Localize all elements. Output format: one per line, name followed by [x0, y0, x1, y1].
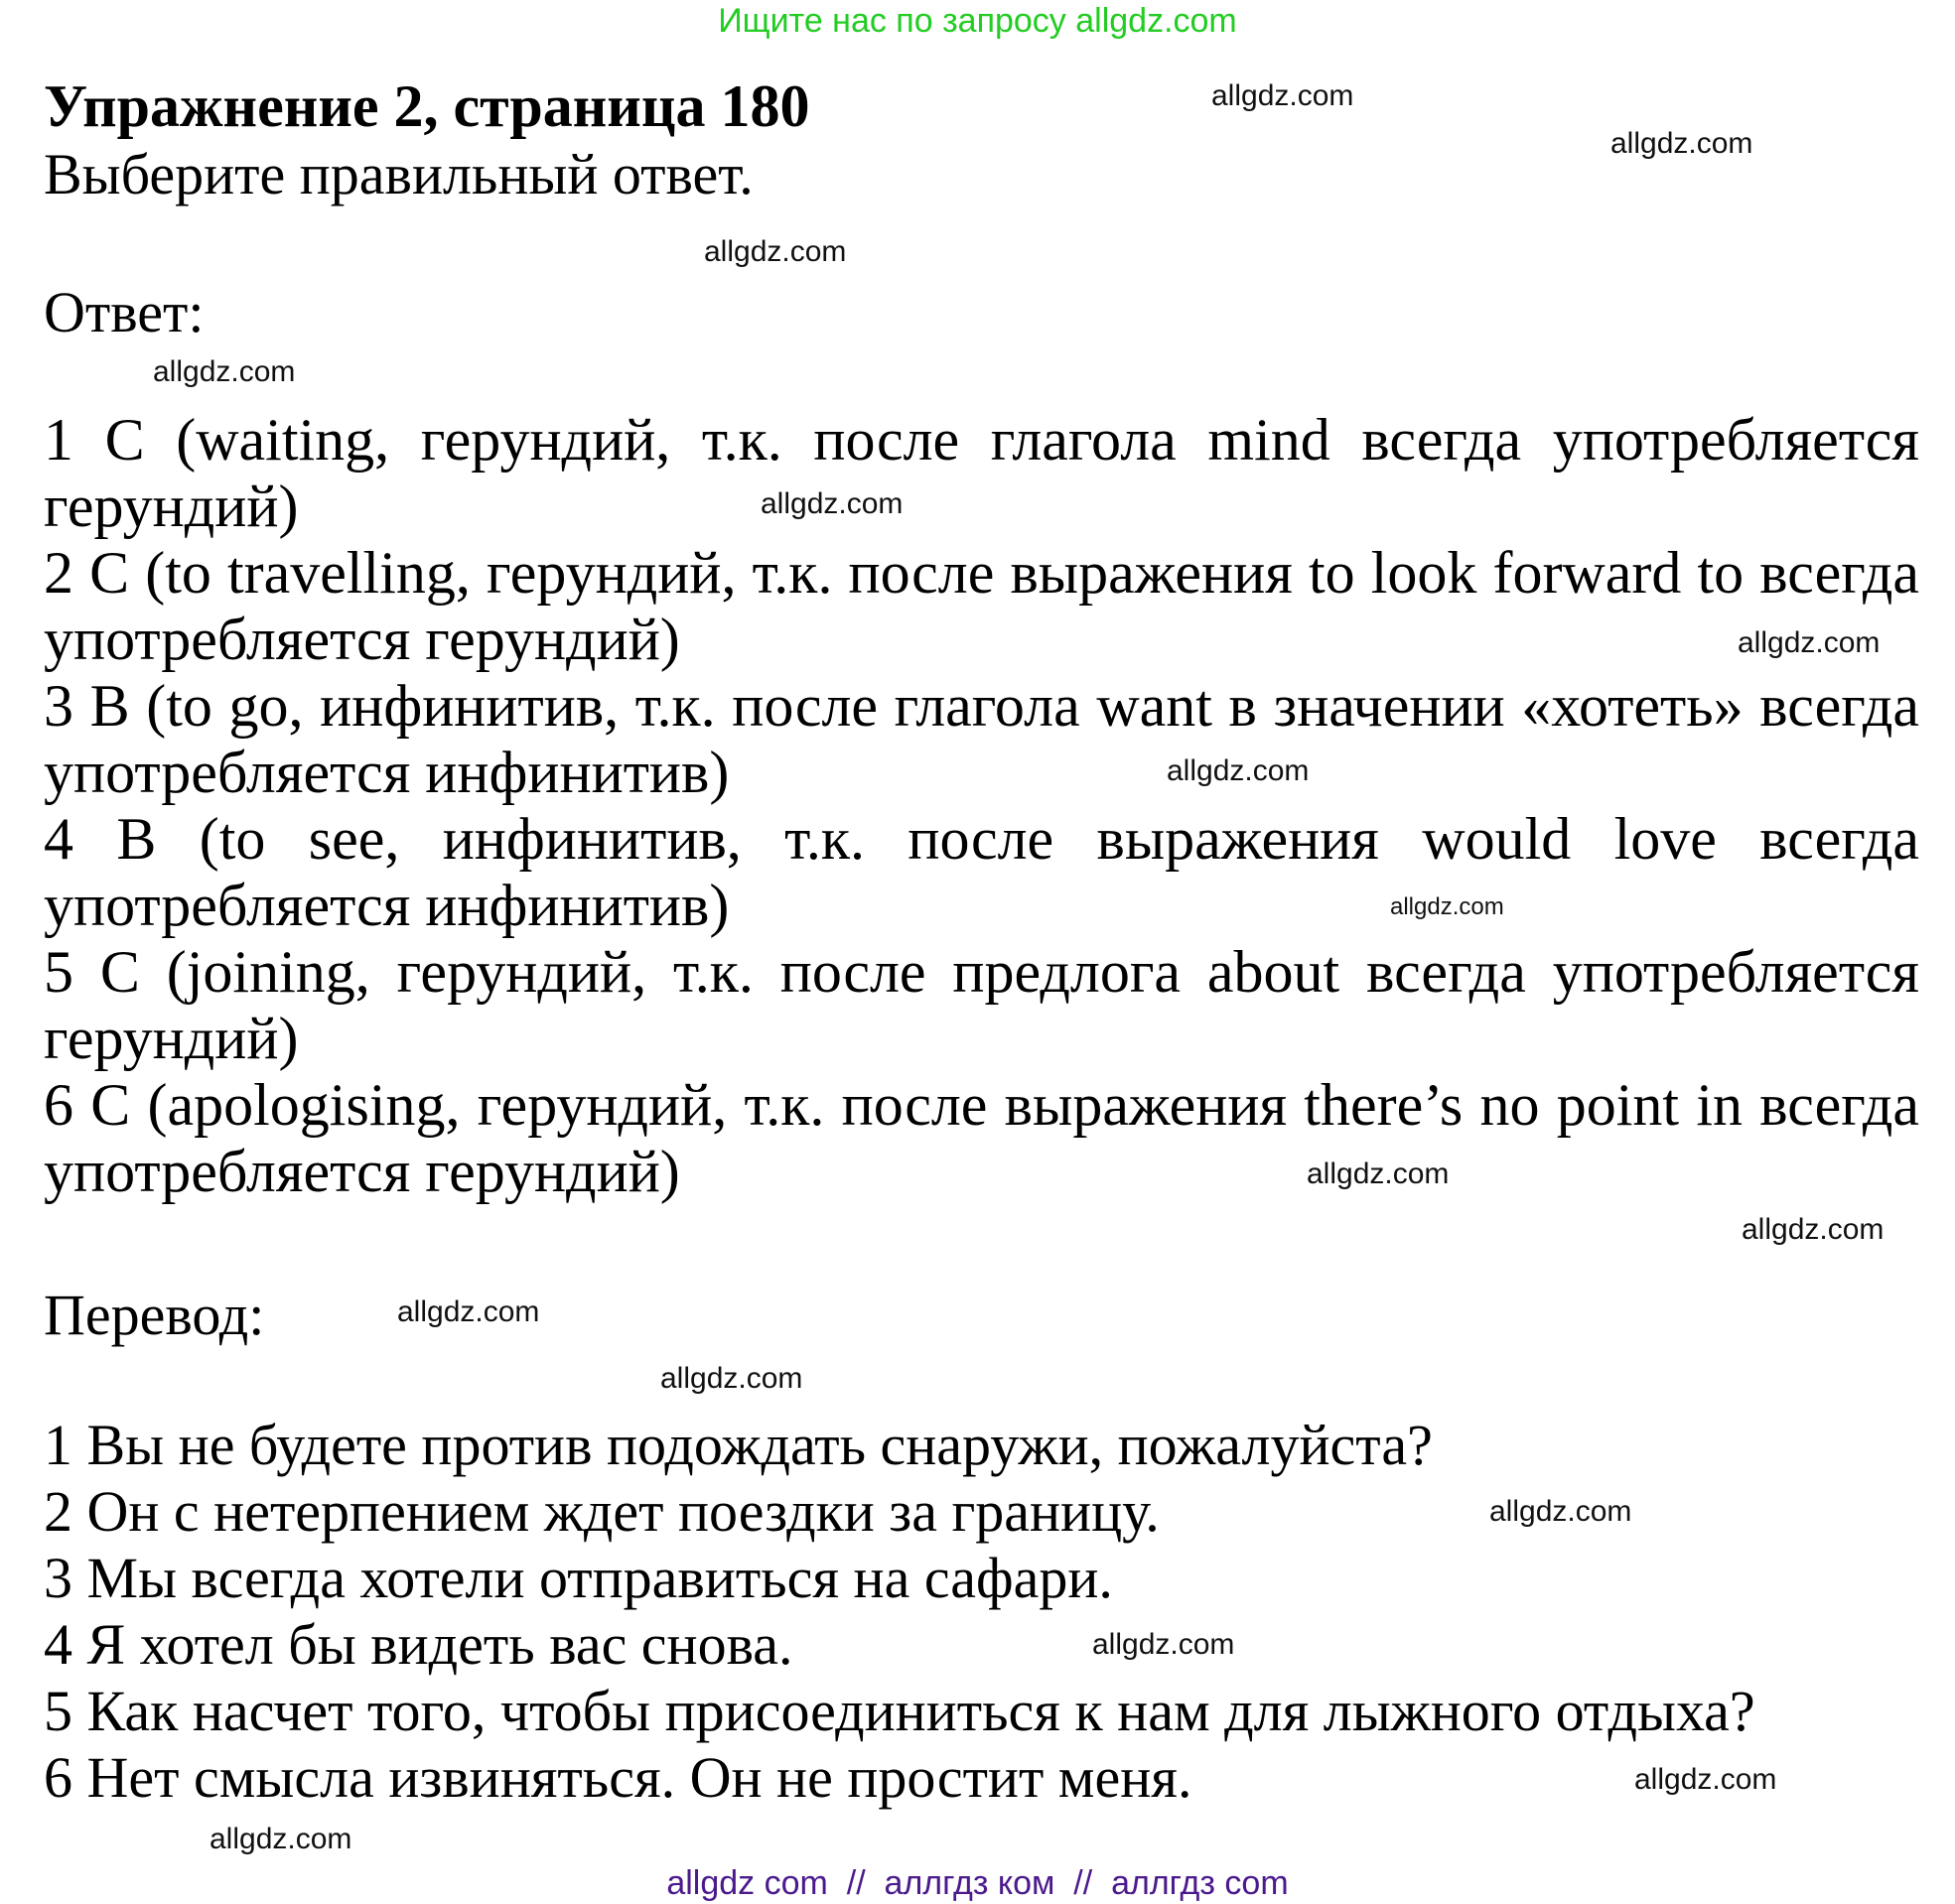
answer-text: герундий)	[44, 474, 299, 539]
translation-label: Перевод:	[44, 1283, 265, 1347]
translations-list	[44, 1412, 1919, 1811]
answer-line	[44, 474, 1919, 540]
watermark: allgdz.com	[1167, 754, 1310, 787]
watermark: allgdz.com	[1738, 626, 1881, 659]
answer-item	[44, 407, 1919, 540]
answer-line	[44, 673, 1919, 740]
answer-line	[44, 1139, 1919, 1205]
promo-banner[interactable]: Ищите нас по запросу allgdz.com	[718, 2, 1237, 40]
watermark: allgdz.com	[1610, 127, 1753, 160]
answer-item	[44, 806, 1919, 939]
translation-item	[44, 1611, 1919, 1678]
watermark: allgdz.com	[153, 355, 296, 388]
answer-item	[44, 939, 1919, 1072]
answer-line	[44, 939, 1919, 1006]
answers-list	[44, 407, 1919, 1205]
answer-line	[44, 1072, 1919, 1139]
page-title: Упражнение 2, страница 180	[44, 73, 810, 139]
watermark: allgdz.com	[209, 1823, 352, 1855]
watermark: allgdz.com	[1634, 1763, 1777, 1796]
watermark: allgdz.com	[660, 1362, 803, 1395]
answer-text: употребляется герундий)	[44, 607, 680, 672]
answer-line	[44, 407, 1919, 474]
translation-text: 2 Он с нетерпением ждет поездки за границу.	[44, 1479, 1160, 1544]
footer-links[interactable]: allgdz com // аллгдз ком // аллгдз com	[666, 1864, 1289, 1902]
watermark: allgdz.com	[1092, 1628, 1235, 1661]
watermark: allgdz.com	[1489, 1495, 1632, 1528]
answer-line	[44, 540, 1919, 607]
answer-text: герундий)	[44, 1006, 299, 1071]
answer-item	[44, 673, 1919, 806]
answer-text: употребляется герундий)	[44, 1139, 680, 1204]
answer-text: 1 C (waiting, герундий, т.к. после глагола mind всегда употребляется	[44, 407, 1919, 473]
watermark: allgdz.com	[1390, 893, 1504, 920]
answer-label: Ответ:	[44, 280, 205, 344]
answer-line	[44, 607, 1919, 673]
answer-line	[44, 740, 1919, 806]
answer-text: 4 B (to see, инфинитив, т.к. после выражения would love всегда	[44, 806, 1919, 872]
watermark: allgdz.com	[1307, 1157, 1450, 1190]
translation-item	[44, 1545, 1919, 1611]
translation-text: 3 Мы всегда хотели отправиться на сафари.	[44, 1546, 1113, 1610]
answer-text: 2 C (to travelling, герундий, т.к. после выражения to look forward to всегда	[44, 540, 1919, 606]
answer-item	[44, 540, 1919, 673]
watermark: allgdz.com	[761, 487, 904, 520]
translation-item	[44, 1412, 1919, 1478]
answer-text: 5 C (joining, герундий, т.к. после предлога about всегда употребляется	[44, 939, 1919, 1005]
answer-item	[44, 1072, 1919, 1205]
answer-line	[44, 1006, 1919, 1072]
answer-line	[44, 873, 1919, 939]
answer-text: употребляется инфинитив)	[44, 740, 730, 805]
instruction: Выберите правильный ответ.	[44, 142, 754, 206]
translation-item	[44, 1478, 1919, 1545]
watermark: allgdz.com	[1211, 79, 1354, 112]
watermark: allgdz.com	[397, 1295, 540, 1328]
watermark: allgdz.com	[704, 235, 847, 268]
translation-text: 6 Нет смысла извиняться. Он не простит меня.	[44, 1745, 1192, 1810]
answer-text: 3 B (to go, инфинитив, т.к. после глагола want в значении «хотеть» всегда	[44, 673, 1919, 739]
translation-text: 1 Вы не будете против подождать снаружи, пожалуйста?	[44, 1413, 1433, 1477]
translation-text: 4 Я хотел бы видеть вас снова.	[44, 1612, 793, 1677]
watermark: allgdz.com	[1742, 1213, 1885, 1246]
answer-text: 6 C (apologising, герундий, т.к. после выражения there’s no point in всегда	[44, 1072, 1919, 1138]
translation-text: 5 Как насчет того, чтобы присоединиться к нам для лыжного отдыха?	[44, 1679, 1755, 1743]
answer-line	[44, 806, 1919, 873]
answer-text: употребляется инфинитив)	[44, 873, 730, 938]
translation-item	[44, 1678, 1919, 1744]
